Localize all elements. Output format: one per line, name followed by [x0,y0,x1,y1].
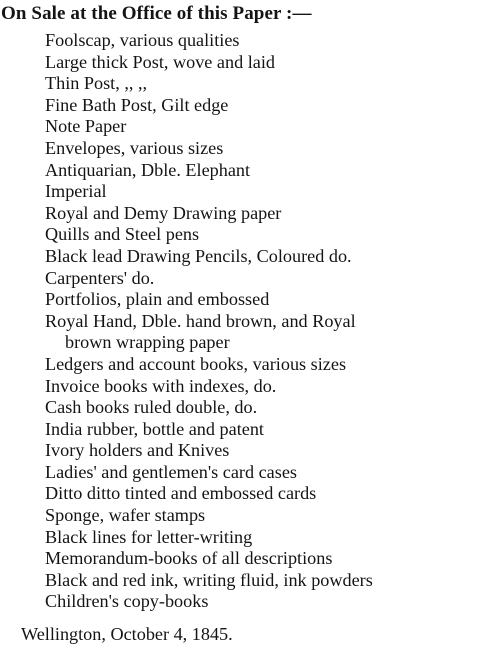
list-item: Sponge, wafer stamps [45,505,206,526]
list-item: Ditto ditto tinted and embossed cards [45,483,317,504]
list-item: Black lines for letter-writing [45,526,253,547]
list-item: Fine Bath Post, Gilt edge [45,94,229,115]
list-item: Ladies' and gentlemen's card cases [45,461,297,482]
item-list [45,30,373,613]
list-item: Foolscap, various qualities [45,30,240,50]
list-item: Black lead Drawing Pencils, Coloured do. [45,245,352,266]
list-item: Thin Post, ,, ,, [45,73,148,94]
dateline: Wellington, October 4, 1845. [21,624,233,644]
list-item: Antiquarian, Dble. Elephant [45,159,251,180]
list-item: Carpenters' do. [45,267,155,288]
list-item-continuation: brown wrapping paper [65,332,230,353]
list-item: Black and red ink, writing fluid, ink powders [45,569,373,590]
list-item: Large thick Post, wove and laid [45,51,275,72]
list-item: Ivory holders and Knives [45,440,230,461]
list-item: Quills and Steel pens [45,224,200,245]
list-item: Children's copy-books [45,591,209,612]
list-item: Envelopes, various sizes [45,137,224,158]
list-item: Portfolios, plain and embossed [45,289,270,310]
list-item: Royal Hand, Dble. hand brown, and Royal [45,310,356,331]
list-item: Cash books ruled double, do. [45,397,258,418]
list-item: Invoice books with indexes, do. [45,375,277,396]
list-item: Royal and Demy Drawing paper [45,202,282,223]
advertisement-heading: On Sale at the Office of this Paper :— [1,3,312,24]
list-item: India rubber, bottle and patent [45,418,264,439]
list-item: Note Paper [45,116,127,137]
list-item: Memorandum-books of all descriptions [45,548,333,569]
list-item: Ledgers and account books, various sizes [45,353,347,374]
list-item: Imperial [45,181,107,202]
